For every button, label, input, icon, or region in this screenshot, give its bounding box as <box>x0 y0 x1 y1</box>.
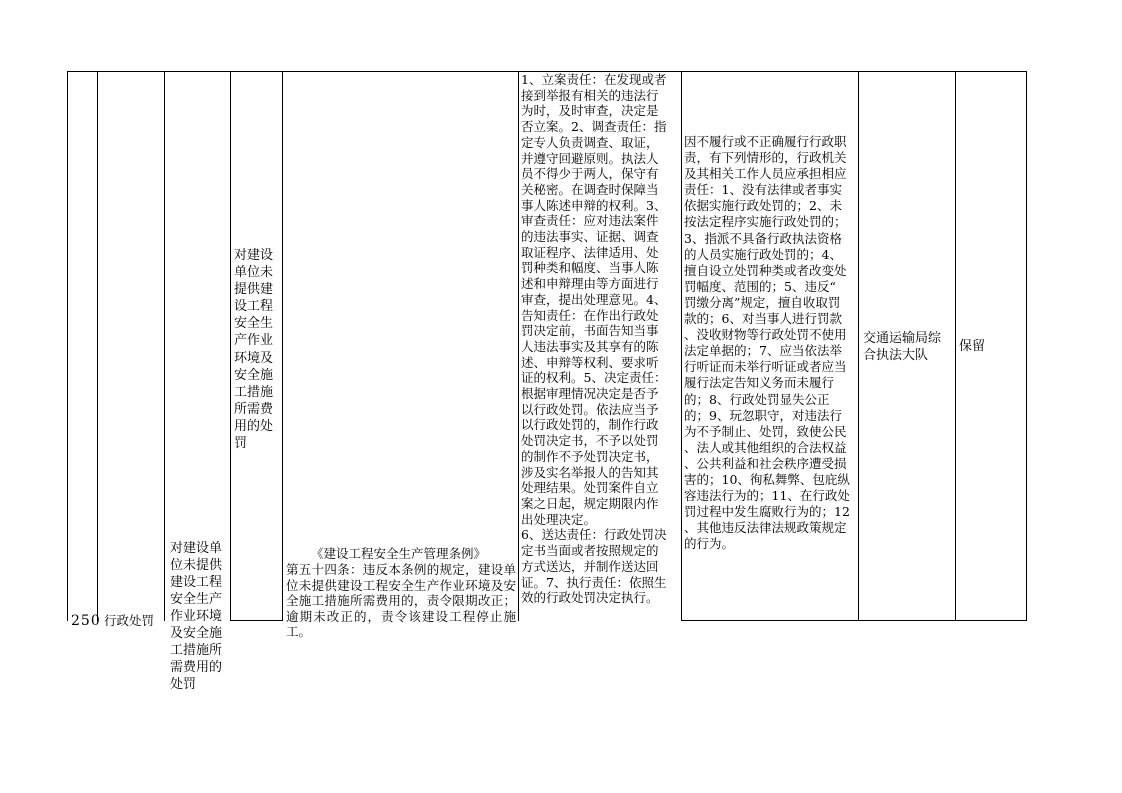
legal-basis-text: 第五十四条：违反本条例的规定，建设单位未提供建设工程安全生产作业环境及安全施工措施所需费用的，责令限期改正；逾期未改正的，责令该建设工程停止施工。 <box>286 562 516 639</box>
col-border-6 <box>681 71 682 621</box>
item-name: 对建设单位未提供建设工程安全生产作业环境及安全施工措施所需费用的处罚 <box>170 541 223 692</box>
col-border-3 <box>230 71 231 621</box>
status: 保留 <box>959 339 986 354</box>
col-border-1 <box>97 71 98 621</box>
col-border-7 <box>858 71 859 621</box>
col-border-9 <box>1026 71 1027 621</box>
category: 行政处罚 <box>104 613 155 628</box>
row-number: 250 <box>71 613 101 629</box>
col-border-5 <box>518 71 519 621</box>
responsibility-items: 1、立案责任：在发现或者 接到举报有相关的违法行 为时，及时审查，决定是 否立案。2、调查责任：指 定专人负责调查、取证， 并遵守回避原则。执法人 员不得少于两人，保守有 关秘密。在调查时保障当 事人陈述申辩的权利。3、 审查责任：应对违法案件 的违法事实、证据、调查 取证程序、法律适用、处 罚种类和幅度、当事人陈 述和申辩理由等方面进行 审查，提出处理意见。4、 告知责任：在作出行政处 罚决定前，书面告知当事 人违法事实及其享有的陈 述、申辩等权利、要求听 证的权利。5、决定责任： 根据审理情况决定是否予 以行政处罚。依法应当予 以行政处罚的，制作行政 处罚决定书，不予以处罚 的制作不予处罚决定书， 涉及实名举报人的告知其 处理结果。处罚案件自立 案之日起，规定期限内作 出处理决定。 6、送达责任：行政处罚决 定书当面或者按照规定的 方式送达，并制作送达回 证。7、执行责任：依照生 效的行政处罚决定执行。 <box>521 72 667 606</box>
accountability-items: 因不履行或不正确履行行政职 责，有下列情形的，行政机关 及其相关工作人员应承担相应 责任：1、没有法律或者事实 依据实施行政处罚的；2、未 按法定程序实施行政处罚的； 3、指派不具备行政执法资格 的人员实施行政处罚的；4、 擅自设立处罚种类或者改变处 罚幅度、范围的；5、违反“ 罚缴分离”规定，擅自收取罚 款的；6、对当事人进行罚款 、没收财物等行政处罚不使用 法定单据的；7、应当依法举 行听证而未举行听证或者应当 履行法定告知义务而未履行 的；8、行政处罚显失公正 的；9、玩忽职守，对违法行 为不予制止、处罚，致使公民 、法人或其他组织的合法权益 、公共利益和社会秩序遭受损 害的；10、徇私舞弊、包庇纵 容违法行为的；11、在行政处 罚过程中发生腐败行为的；12 、其他违反法律法规政策规定 的行为。 <box>684 134 850 552</box>
responsibility-table <box>67 71 1027 692</box>
responsible-department: 交通运输局综 合执法大队 <box>863 331 942 363</box>
subitem-bottom-border <box>230 620 282 621</box>
legal-basis-title: 《建设工程安全生产管理条例》 <box>311 546 487 561</box>
col-border-2 <box>164 71 165 621</box>
sub-item-name: 对建设 单位未 提供建 设工程 安全生 产作业 环境及 安全施 工措施 所需费 用的处 罚 <box>234 248 274 452</box>
col-border-4 <box>282 71 283 621</box>
right-cols-bottom-border <box>681 620 1027 621</box>
col-border-0 <box>67 71 68 621</box>
col-border-8 <box>955 71 956 621</box>
